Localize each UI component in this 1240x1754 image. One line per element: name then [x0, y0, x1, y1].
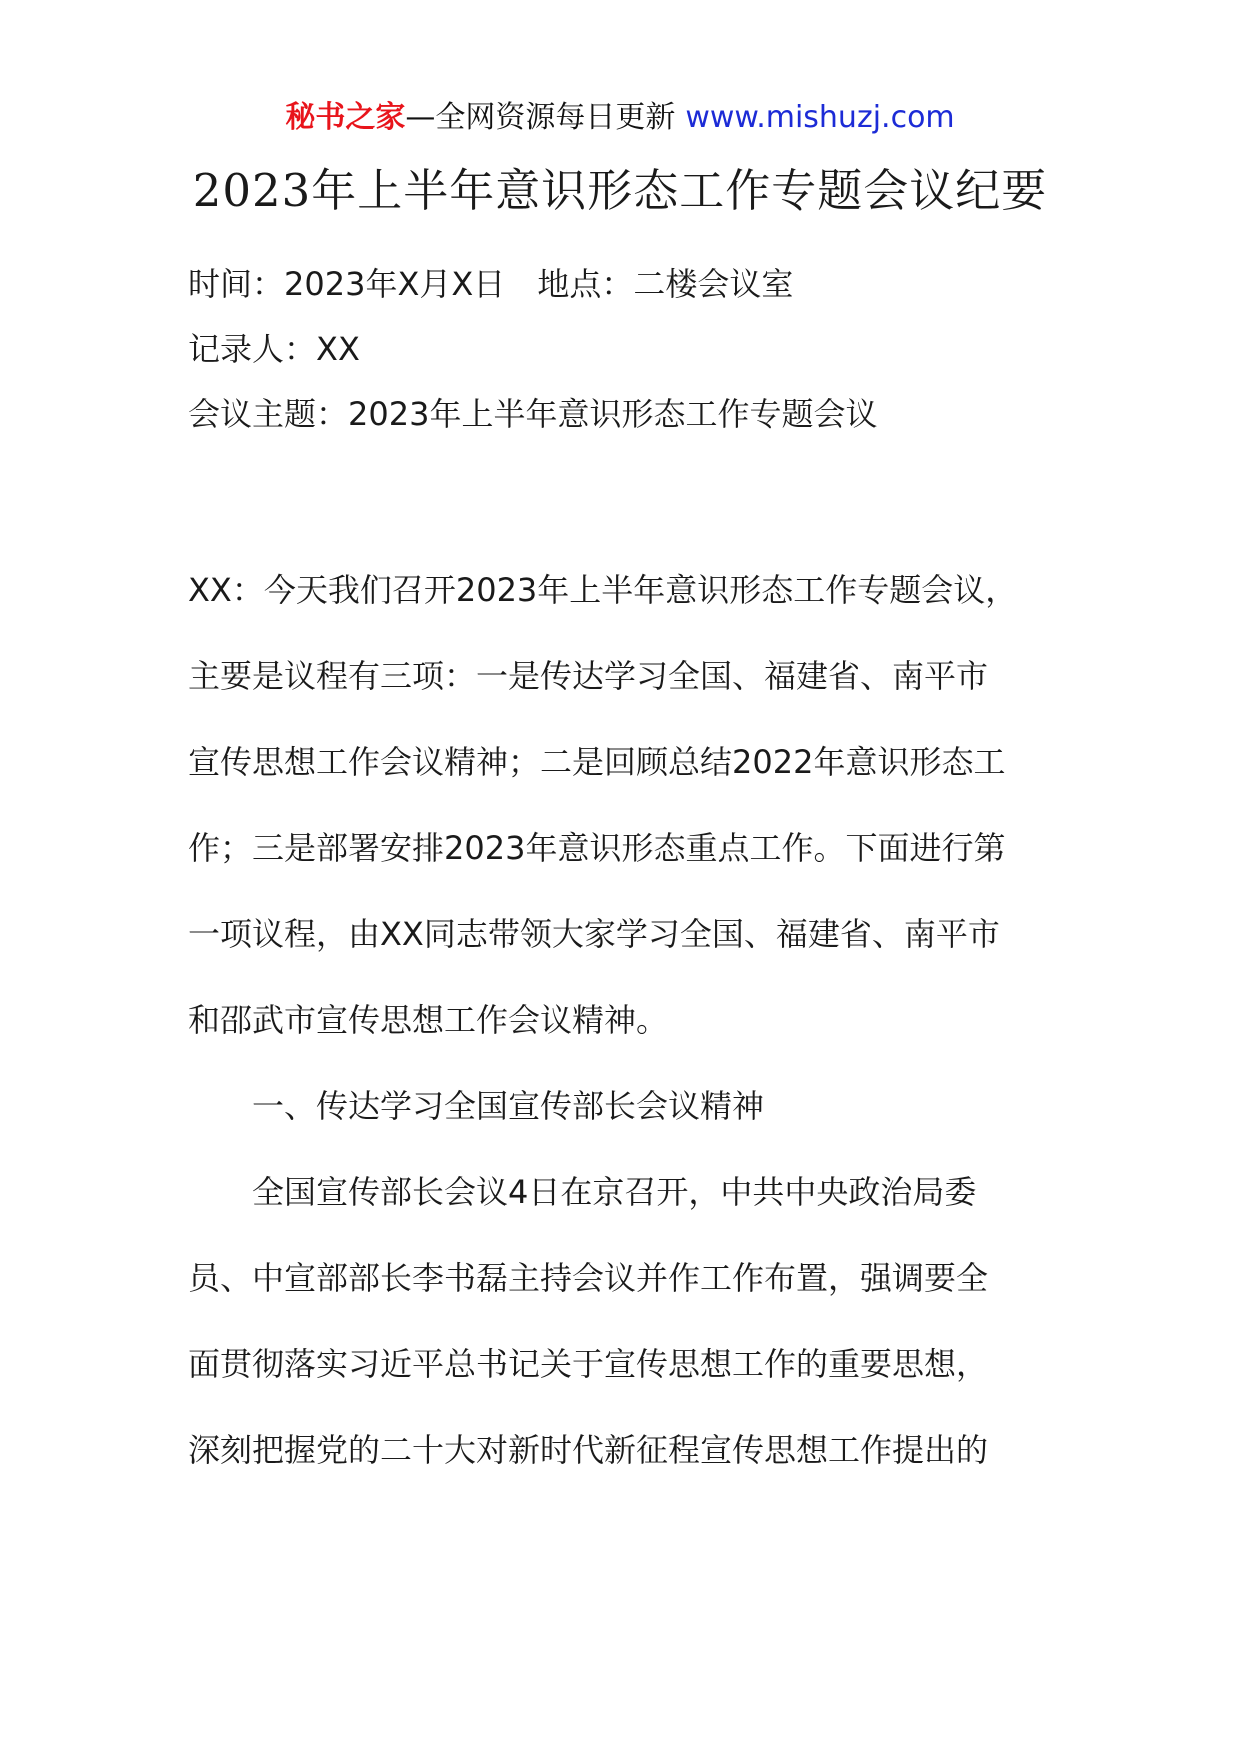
- place-value: 二楼会议室: [633, 265, 794, 303]
- body-line: 面贯彻落实习近平总书记关于宣传思想工作的重要思想，: [188, 1345, 989, 1383]
- body-line: 全国宣传部长会议4日在京召开，中共中央政治局委: [252, 1173, 977, 1211]
- recorder-label: 记录人：: [188, 330, 317, 368]
- site-url-link[interactable]: www.mishuzj.com: [685, 100, 955, 135]
- title-year: 2023: [192, 164, 312, 217]
- body-line: 主要是议程有三项：一是传达学习全国、福建省、南平市: [188, 657, 989, 695]
- body-line: XX：今天我们召开2023年上半年意识形态工作专题会议，: [188, 571, 1018, 609]
- body-line: 一项议程，由XX同志带领大家学习全国、福建省、南平市: [188, 915, 1000, 953]
- time-value: 2023年X月X日: [284, 265, 506, 303]
- topic-value: 2023年上半年意识形态工作专题会议: [348, 395, 878, 433]
- recorder-value: XX: [316, 330, 360, 368]
- meta-recorder: [188, 327, 360, 371]
- banner-tagline: —全网资源每日更新: [405, 100, 676, 135]
- place-label: 地点：: [537, 265, 634, 303]
- body-line: 作；三是部署安排2023年意识形态重点工作。下面进行第: [188, 829, 1006, 867]
- title-text: 年上半年意识形态工作专题会议纪要: [311, 164, 1048, 217]
- meta-time-place: [188, 262, 793, 306]
- body-line: 员、中宣部部长李书磊主持会议并作工作布置，强调要全: [188, 1259, 989, 1297]
- document-title: [0, 160, 1240, 222]
- body-line: 深刻把握党的二十大对新时代新征程宣传思想工作提出的: [188, 1431, 989, 1469]
- section-heading: 一、传达学习全国宣传部长会议精神: [252, 1087, 765, 1125]
- body-line: 和邵武市宣传思想工作会议精神。: [188, 1001, 669, 1039]
- site-banner: [0, 98, 1240, 138]
- topic-label: 会议主题：: [188, 395, 349, 433]
- brand-name: 秘书之家: [285, 100, 406, 135]
- time-label: 时间：: [188, 265, 285, 303]
- body-line: 宣传思想工作会议精神；二是回顾总结2022年意识形态工: [188, 743, 1006, 781]
- meta-topic: [188, 392, 877, 436]
